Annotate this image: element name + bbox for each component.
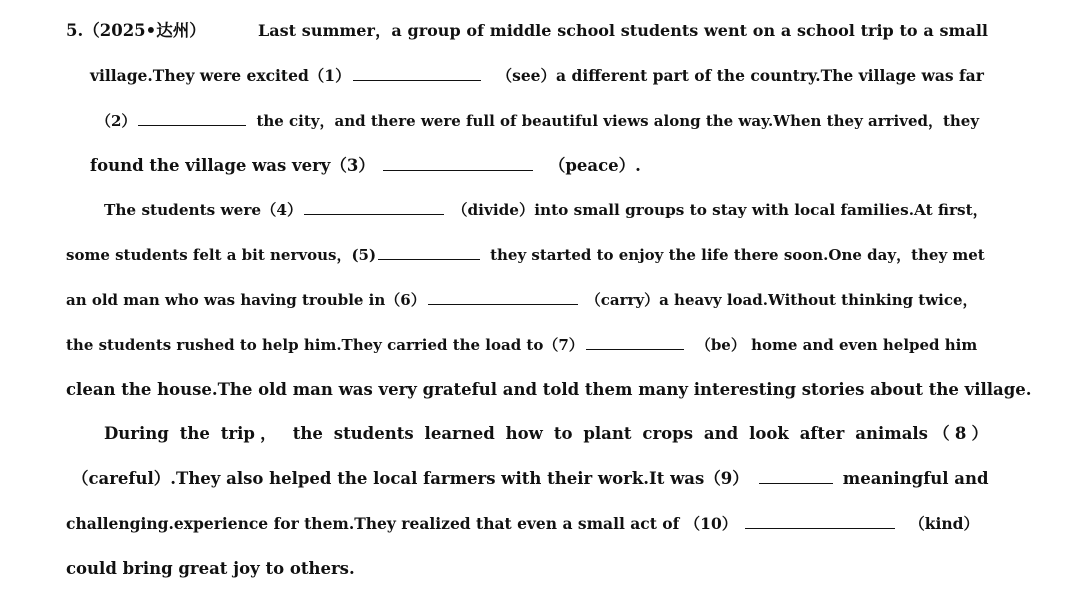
line-text: （peace）. bbox=[548, 156, 641, 175]
answer-blank-6[interactable] bbox=[428, 290, 578, 305]
passage-line bbox=[66, 20, 206, 42]
passage-line bbox=[258, 20, 988, 42]
line-text: （be） home and even helped him bbox=[695, 336, 978, 354]
line-text: Last summer，a group of middle school students went on a school trip to a small bbox=[258, 21, 988, 40]
line-text: village.They were excited（1） bbox=[90, 66, 351, 85]
line-text: The students were（4） bbox=[104, 201, 303, 219]
line-text: （careful）.They also helped the local farmers with their work.It was（9） bbox=[72, 469, 749, 488]
line-text: they started to enjoy the life there soon.One day，they met bbox=[490, 246, 985, 264]
answer-blank-9[interactable] bbox=[759, 469, 833, 484]
passage-line bbox=[90, 155, 641, 177]
passage-line bbox=[72, 468, 988, 490]
line-text: （2） bbox=[96, 112, 137, 130]
line-text: （see）a different part of the country.The village was far bbox=[496, 66, 984, 85]
line-text: could bring great joy to others. bbox=[66, 559, 355, 578]
line-text: clean the house.The old man was very grateful and told them many interesting stories about the village. bbox=[66, 380, 1032, 399]
answer-blank-2[interactable] bbox=[138, 111, 246, 126]
line-text: the students rushed to help him.They carried the load to（7） bbox=[66, 336, 584, 354]
passage-line bbox=[66, 289, 988, 311]
answer-blank-5[interactable] bbox=[378, 245, 480, 260]
line-text: During the trip， the students learned how to plant crops and look after animals（8） bbox=[104, 424, 988, 443]
line-text: （divide）into small groups to stay with local families.At first， bbox=[452, 201, 988, 219]
answer-blank-4[interactable] bbox=[304, 200, 444, 215]
line-text: found the village was very（3） bbox=[90, 156, 375, 175]
passage-line bbox=[66, 513, 988, 535]
passage-line bbox=[66, 334, 988, 356]
passage-line bbox=[96, 110, 988, 132]
answer-blank-3[interactable] bbox=[383, 156, 533, 171]
line-text: an old man who was having trouble in（6） bbox=[66, 291, 426, 309]
passage-line bbox=[66, 379, 1031, 401]
passage-line bbox=[104, 199, 988, 221]
line-text: challenging.experience for them.They realized that even a small act of （10） bbox=[66, 514, 738, 533]
answer-blank-10[interactable] bbox=[745, 514, 895, 529]
line-text: meaningful and bbox=[842, 469, 989, 488]
line-text: （kind） bbox=[909, 514, 980, 533]
question-number: 5. bbox=[66, 21, 84, 40]
answer-blank-1[interactable] bbox=[353, 66, 481, 81]
passage-line bbox=[90, 65, 988, 87]
passage-line bbox=[104, 423, 988, 445]
passage-line bbox=[66, 558, 355, 580]
line-text: （carry）a heavy load.Without thinking twice， bbox=[585, 291, 978, 309]
line-text: some students felt a bit nervous，(5) bbox=[66, 246, 377, 264]
passage-line bbox=[66, 244, 988, 266]
line-text: the city，and there were full of beautiful views along the way.When they arrived，they bbox=[256, 112, 980, 130]
answer-blank-7[interactable] bbox=[586, 335, 684, 350]
question-source: （2025•达州） bbox=[83, 21, 206, 40]
